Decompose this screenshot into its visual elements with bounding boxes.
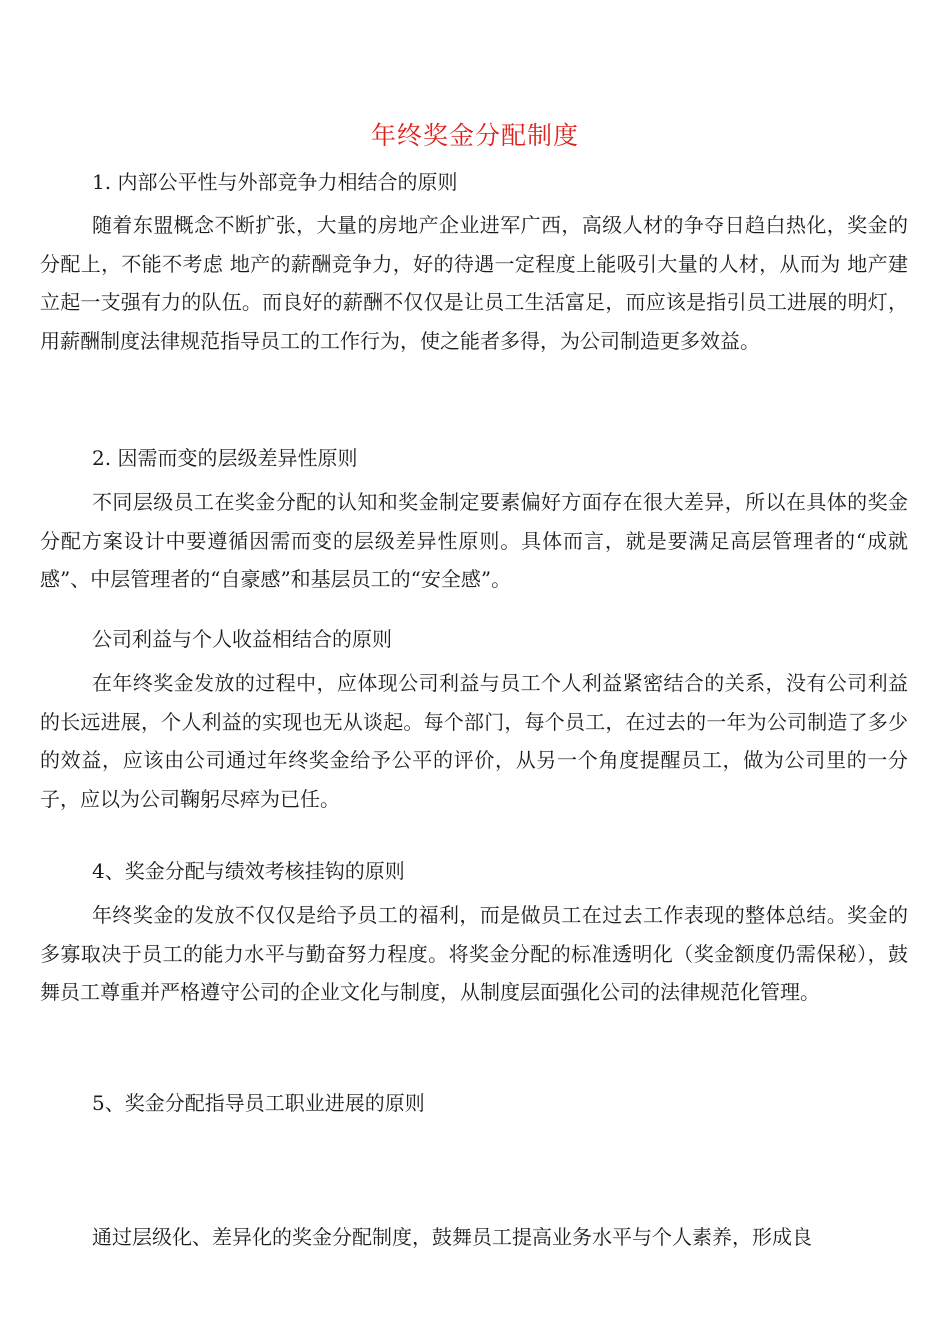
section-heading-2: 2. 因需而变的层级差异性原则 bbox=[92, 446, 358, 470]
section-heading-5: 5、奖金分配指导员工职业进展的原则 bbox=[92, 1091, 425, 1115]
section-heading-3: 公司利益与个人收益相结合的原则 bbox=[92, 627, 392, 651]
section-body-5: 通过层级化、差异化的奖金分配制度，鼓舞员工提高业务水平与个人素养，形成良 bbox=[92, 1225, 812, 1249]
document-title: 年终奖金分配制度 bbox=[370, 121, 579, 150]
section-body-2: 不同层级员工在奖金分配的认知和奖金制定要素偏好方面存在很大差异，所以在具体的奖金分配方案设计中要遵循因需而变的层级差异性原则。具体而言，就是要满足高层管理者的“成就感”、中层管理者的“自豪感”和基层员工的“安全感”。 bbox=[40, 490, 908, 591]
section-body-3: 在年终奖金发放的过程中，应体现公司利益与员工个人利益紧密结合的关系，没有公司利益的长远进展，个人利益的实现也无从谈起。每个部门，每个员工，在过去的一年为公司制造了多少的效益，应该由公司通过年终奖金给予公平的评价，从另一个角度提醒员工，做为公司里的一分子，应以为公司鞠躬尽瘁为已任。 bbox=[40, 671, 908, 811]
section-heading-1: 1. 内部公平性与外部竞争力相结合的原则 bbox=[92, 170, 458, 194]
section-body-4: 年终奖金的发放不仅仅是给予员工的福利，而是做员工在过去工作表现的整体总结。奖金的多寡取决于员工的能力水平与勤奋努力程度。将奖金分配的标准透明化（奖金额度仍需保秘），鼓舞员工尊重并严格遵守公司的企业文化与制度，从制度层面强化公司的法律规范化管理。 bbox=[40, 903, 908, 1004]
section-heading-4: 4、奖金分配与绩效考核挂钩的原则 bbox=[92, 859, 405, 883]
section-body-1: 随着东盟概念不断扩张，大量的房地产企业进军广西，高级人材的争夺日趋白热化，奖金的分配上，不能不考虑 地产的薪酬竞争力，好的待遇一定程度上能吸引大量的人材，从而为 地产建立起一支强有力的队伍。而良好的薪酬不仅仅是让员工生活富足，而应该是指引员工进展的明灯，用薪酬制度法律规范指导员工的工作行为，使之能者多得，为公司制造更多效益。 bbox=[40, 213, 908, 353]
